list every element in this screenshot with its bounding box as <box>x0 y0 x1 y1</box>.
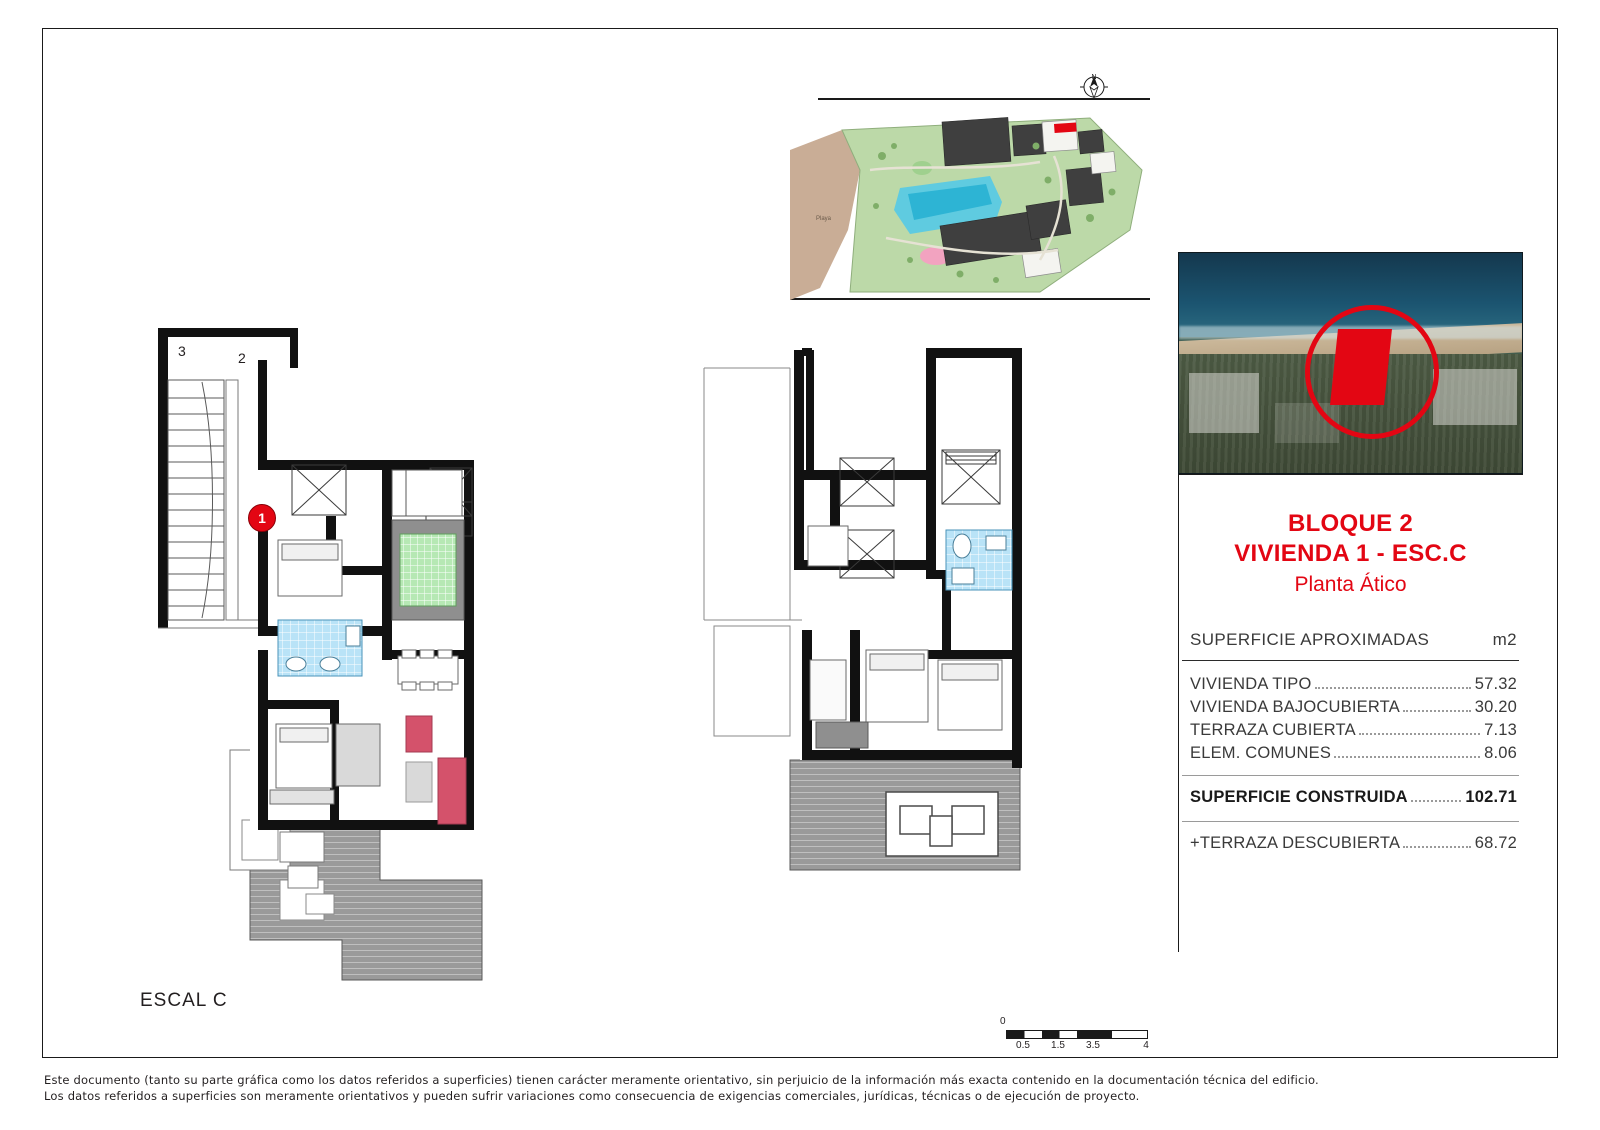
surface-total-row <box>1190 786 1517 809</box>
surface-total-block <box>1178 776 1523 821</box>
aerial-building-cluster-east <box>1433 369 1517 425</box>
site-plan-block <box>790 70 1150 320</box>
floor-title: Planta Ático <box>1294 573 1407 596</box>
scale-tick-0: 0.5 <box>1016 1040 1030 1051</box>
info-panel-title-block <box>1178 475 1523 620</box>
surface-header-label: SUPERFICIE APROXIMADAS <box>1190 630 1430 649</box>
floor-plan-upper-level <box>690 330 1090 890</box>
site-plan-map <box>790 110 1150 300</box>
unit-marker-badge: 1 <box>248 504 276 532</box>
stair-core-label: ESCAL C <box>140 990 228 1011</box>
beach-label: Playa <box>816 216 832 222</box>
leader-dots <box>1315 687 1471 689</box>
surface-row <box>1190 719 1517 742</box>
surface-row-value: 8.06 <box>1484 744 1517 762</box>
room-number-3: 3 <box>178 343 186 359</box>
location-aerial-photo <box>1178 252 1523 474</box>
surface-row-value: 30.20 <box>1474 698 1517 716</box>
surface-row-label: VIVIENDA BAJOCUBIERTA <box>1190 698 1400 716</box>
svg-text:N: N <box>1091 74 1097 81</box>
leader-dots <box>1411 800 1462 802</box>
scale-tick-3: 4 <box>1143 1040 1149 1051</box>
surface-row-value: 7.13 <box>1484 721 1517 739</box>
leader-dots <box>1403 846 1471 848</box>
surface-row-label: TERRAZA CUBIERTA <box>1190 721 1356 739</box>
floor-plan-lower-level <box>130 320 550 1000</box>
surface-row <box>1190 673 1517 696</box>
surface-total-label: SUPERFICIE CONSTRUIDA <box>1190 788 1408 806</box>
location-plot-marker <box>1330 329 1392 405</box>
leader-dots <box>1334 756 1480 758</box>
scale-bar <box>1000 1016 1150 1052</box>
info-panel <box>1178 252 1523 867</box>
scale-bar-zero: 0 <box>1000 1016 1006 1027</box>
surface-header-row <box>1178 620 1523 660</box>
surface-row-value: 57.32 <box>1474 675 1517 693</box>
surface-extra-block <box>1178 822 1523 867</box>
surface-header-units: m2 <box>1492 630 1517 649</box>
surface-row-label: VIVIENDA TIPO <box>1190 675 1312 693</box>
surface-row-label: ELEM. COMUNES <box>1190 744 1332 762</box>
unit-title: VIVIENDA 1 - ESC.C <box>1234 540 1467 567</box>
surface-extra-label: +TERRAZA DESCUBIERTA <box>1190 834 1401 852</box>
surface-extra-value: 68.72 <box>1474 834 1517 852</box>
surface-rows <box>1178 661 1523 775</box>
disclaimer-line-1: Este documento (tanto su parte gráfica como los datos referidos a superficies) tienen carácter meramente orientativo, sin perjuicio de la información más exacta contenido en la documentación técnica del edificio. <box>44 1073 1319 1087</box>
room-number-2: 2 <box>238 350 246 366</box>
disclaimer-line-2: Los datos referidos a superficies son meramente orientativos y pueden sufrir variaciones como consecuencia de exigencias comerciales, jurídicas, técnicas o de ejecución de proyecto. <box>44 1089 1140 1103</box>
block-title: BLOQUE 2 <box>1287 510 1414 537</box>
scale-tick-2: 3.5 <box>1086 1040 1100 1051</box>
legal-disclaimer <box>44 1072 1564 1104</box>
surface-row <box>1190 696 1517 719</box>
surface-extra-row <box>1190 832 1517 855</box>
north-arrow-icon <box>1070 70 1118 104</box>
surface-total-value: 102.71 <box>1465 788 1517 806</box>
surface-row <box>1190 742 1517 765</box>
leader-dots <box>1403 710 1471 712</box>
leader-dots <box>1359 733 1480 735</box>
aerial-building-cluster-west <box>1189 373 1259 433</box>
scale-tick-1: 1.5 <box>1051 1040 1065 1051</box>
scale-bar-graphic <box>1006 1030 1148 1039</box>
